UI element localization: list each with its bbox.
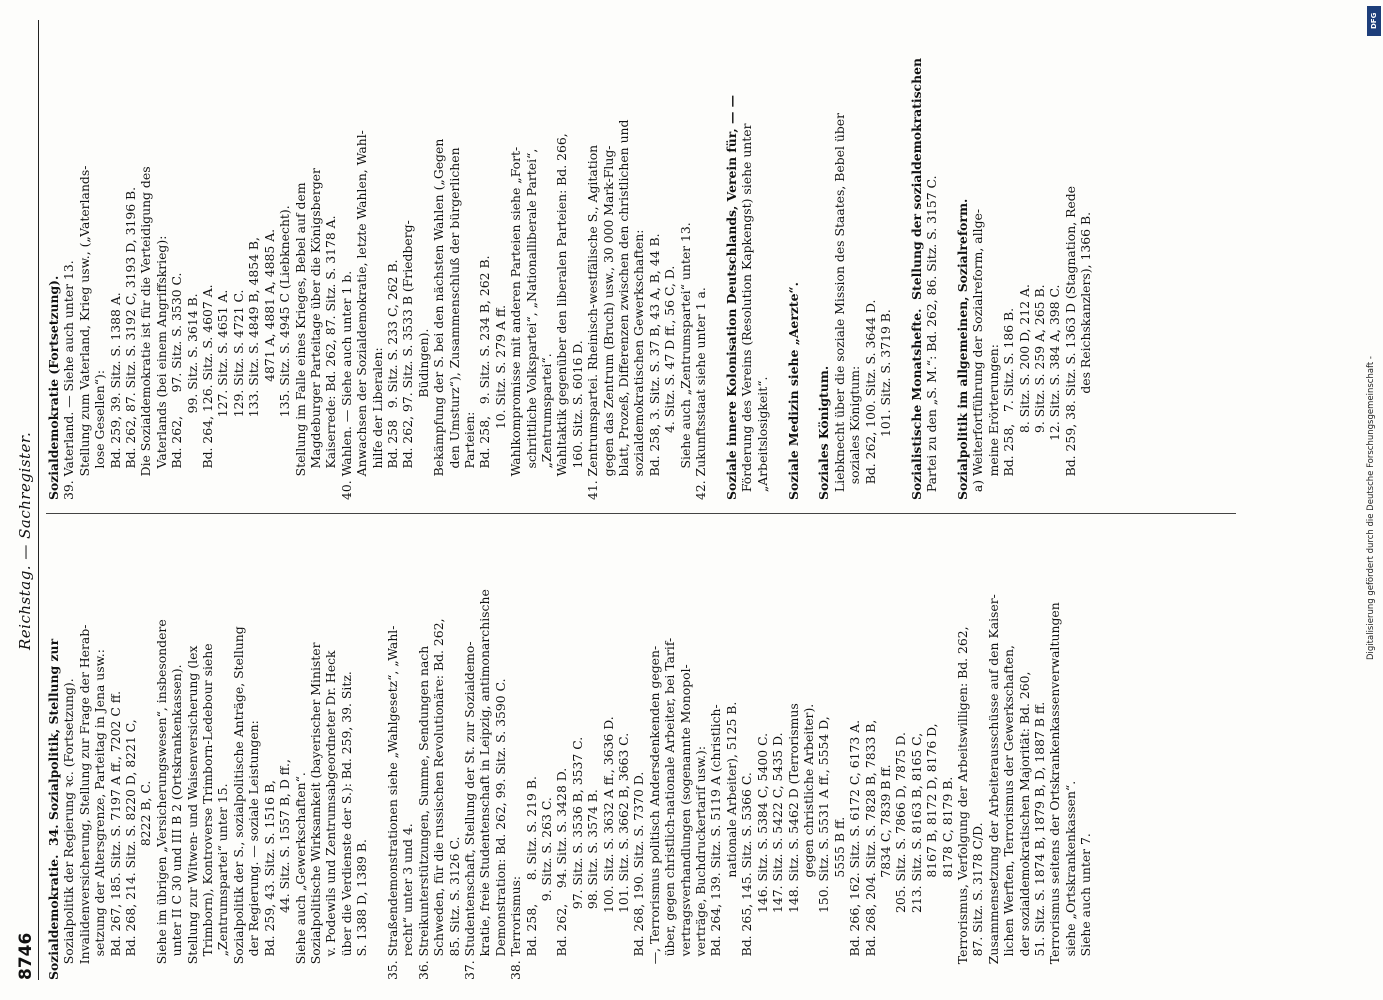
text-line: Bd. 262, 94. Sitz. S. 3428 D.: [554, 767, 570, 980]
text-line: [370, 530, 385, 980]
text-line: 42. Zukunftsstaat siehe unter 1 a.: [693, 287, 709, 500]
text-line: [708, 20, 723, 500]
text-line: 97. Sitz. S. 3536 B, 3537 C.: [569, 736, 585, 980]
text-line: [801, 20, 816, 500]
text-line: 129. Sitz. S. 4721 C.: [230, 289, 246, 500]
text-line: sozialdemokratischen Gewerkschaften:: [631, 229, 647, 500]
text-line: Förderung des Vereins (Resolution Kapkengst) siehe unter: [739, 123, 755, 500]
text-line: schrittliche Volkspartei“, „Nationalliberale Partei“,: [523, 148, 539, 500]
text-line: den Umsturz“), Zusammenschluß der bürgerlichen: [446, 147, 462, 500]
text-line: Sozialistische Monatshefte. Stellung der sozialdemokratischen: [908, 57, 924, 500]
text-line: der sozialdemokratischen Majorität: Bd. 260,: [1016, 671, 1032, 980]
text-line: „Zentrumspartei“.: [539, 353, 554, 500]
text-line: über, gegen christlich-nationale Arbeiter, bei Tarif-: [662, 637, 678, 980]
text-line: Bd. 259, 39. Sitz. S. 1388 A.: [107, 292, 123, 500]
text-line: Sozialpolitik im allgemeinen, Sozialreform.: [954, 198, 970, 500]
text-line: Bd. 259, 38. Sitz. S. 1363 D (Stagnation, Rede: [1062, 186, 1078, 500]
text-line: Liebknecht über die soziale Mission des Staates, Bebel über: [831, 112, 847, 500]
text-line: Soziales Königtum.: [816, 365, 832, 500]
text-line: 101. Sitz. S. 3719 B.: [877, 309, 893, 500]
text-line: meine Erörterungen:: [985, 344, 1001, 500]
text-line: 148. Sitz. S. 5462 D (Terrorismus: [785, 703, 801, 980]
right-column-text: [46, 20, 1094, 500]
text-line: —, Terrorismus politisch Andersdenkenden gegen-: [646, 645, 662, 980]
text-line: 36. Streikunterstützungen, Summe, Sendungen nach: [415, 645, 431, 980]
text-line: Wahltaktik gegenüber den liberalen Parteien: Bd. 266,: [554, 133, 570, 500]
text-line: lose Gesellen“):: [92, 369, 108, 500]
dfg-logo: DFG: [1367, 6, 1381, 36]
digitization-note: Digitalisierung gefördert durch die Deutsche Forschungsgemeinschaft -: [1366, 356, 1376, 660]
text-line: 7834 C, 7839 B ff.: [877, 764, 893, 980]
text-line: Stellung zum Vaterland, Krieg usw., („Vaterlands-: [76, 165, 92, 500]
text-line: Bd. 262, 87. Sitz. S. 3192 C, 3193 D, 3196 B.: [123, 186, 139, 500]
digitization-footer: [1366, 20, 1376, 660]
text-line: verträge, Buchdruckertarif usw.):: [693, 745, 709, 980]
text-line: soziales Königtum:: [847, 365, 863, 500]
text-line: 135. Sitz. S. 4945 C (Liebknecht).: [277, 205, 293, 500]
text-line: Bd. 267, 185. Sitz. S. 7197 A ff., 7202 C ff.: [107, 690, 123, 980]
text-line: Vaterlands (bei einem Angriffskrieg):: [153, 235, 169, 500]
text-line: Bd. 258, 9. Sitz. S. 234 B, 262 B.: [477, 255, 493, 500]
text-line: 147. Sitz. S. 5422 C, 5435 D.: [770, 732, 786, 980]
text-line: Partei zu den „S. M.“: Bd. 262, 86. Sitz. S. 3157 C.: [924, 175, 940, 500]
text-line: siehe „Ortskrankenkassen“.: [1062, 780, 1078, 980]
text-line: Bd. 266, 162. Sitz. S. 6172 C, 6173 A.: [847, 719, 863, 980]
text-line: Anwachsen der Sozialdemokratie, letzte Wahlen, Wahl-: [354, 130, 370, 500]
text-line: v. Podewils und Zentrumsabgeordneter Dr. Heck: [323, 650, 339, 980]
text-line: Bekämpfung der S. bei den nächsten Wahlen („Gegen: [431, 138, 447, 500]
text-line: 85. Sitz. S. 3126 C.: [446, 836, 462, 980]
text-line: 4. Sitz. S. 47 D ff., 56 C, D.: [662, 265, 678, 500]
text-line: Bd. 268, 214. Sitz. S. 8220 D, 8221 C,: [123, 719, 139, 980]
text-line: Invalidenversicherung, Stellung zur Frage der Herab-: [76, 624, 92, 980]
text-line: a) Weiterfortführung der Sozialreform, allge-: [970, 208, 986, 500]
text-line: gegen das Zentrum (Bruch) usw., 30 000 Mark-Flug-: [600, 145, 616, 500]
text-line: Bd. 258, 3. Sitz. S. 37 B, 43 A, B, 44 B.: [646, 233, 662, 500]
text-line: 10. Sitz. S. 279 A ff.: [492, 304, 508, 500]
text-line: [893, 20, 908, 500]
text-line: setzung der Altersgrenze, Parteitag in Jena usw.:: [92, 649, 108, 980]
text-line: 35. Straßendemonstrationen siehe „Wahlgesetz“, „Wahl-: [384, 625, 400, 980]
text-line: 8222 B, C.: [138, 780, 154, 980]
text-line: 87. Sitz. S. 3178 C/D.: [970, 822, 986, 980]
text-line: 150. Sitz. S. 5531 A ff., 5554 D,: [816, 716, 832, 980]
text-line: Soziale innere Kolonisation Deutschlands, Verein für, — —: [723, 94, 739, 500]
text-line: Sozialpolitik der S., sozialpolitische Anträge, Stellung: [230, 626, 246, 980]
text-line: Bd. 264, 139. Sitz. S. 5119 A (christlich-: [708, 704, 724, 980]
text-line: Siehe im übrigen „Versicherungswesen“, insbesondere: [153, 619, 169, 980]
text-line: 133. Sitz. S. 4849 B, 4854 B,: [246, 237, 262, 500]
text-line: Bd. 264, 126. Sitz. S. 4607 A.: [200, 284, 216, 500]
text-line: 160. Sitz. S. 6016 D.: [569, 340, 585, 500]
left-column-text: [46, 530, 1094, 980]
text-line: recht“ unter 3 und 4.: [400, 823, 416, 980]
text-line: 41. Zentrumspartei. Rheinisch-westfälische S., Agitation: [585, 144, 601, 500]
text-line: Büdingen).: [415, 328, 431, 500]
text-line: über die Verdienste der S.): Bd. 259, 39. Sitz.: [338, 671, 354, 980]
text-line: Bd. 262, 100. Sitz. S. 3644 D.: [862, 299, 878, 500]
text-line: Schweden, für die russischen Revolutionäre: Bd. 262,: [431, 618, 447, 980]
text-line: Siehe auch „Zentrumspartei“ unter 13.: [677, 222, 693, 500]
text-line: „Zentrumspartei“ unter 15.: [215, 783, 231, 980]
text-line: kratie, freie Studentenschaft in Leipzig, antimonarchische: [477, 589, 493, 980]
text-line: Bd. 258, 7. Sitz. S. 186 B.: [1001, 307, 1017, 500]
page-header: [10, 20, 40, 980]
text-line: Bd. 262, 97. Sitz. S. 3533 B (Friedberg-: [400, 220, 416, 500]
text-line: 98. Sitz. S. 3574 B.: [585, 789, 601, 980]
text-line: lichen Werften, Terrorismus der Gewerkschaften,: [1001, 645, 1017, 980]
header-rule: [38, 20, 39, 980]
text-line: 9. Sitz. S. 263 C.: [539, 797, 554, 980]
text-line: Siehe auch „Gewerkschaften“.: [292, 772, 308, 980]
text-line: 99. Sitz. S. 3614 B.: [184, 293, 200, 500]
text-line: 127. Sitz. S. 4651 A.: [215, 289, 231, 500]
text-line: blatt, Prozeß, Differenzen zwischen den christlichen und: [616, 119, 632, 500]
text-line: „Arbeitslosigkeit“.: [754, 376, 770, 500]
text-line: gegen christliche Arbeiter).: [800, 703, 816, 980]
text-line: Bd. 268, 190. Sitz. S. 7370 D.: [631, 771, 647, 980]
text-line: 44. Sitz. S. 1557 B, D ff.,: [277, 759, 293, 980]
text-line: vertragsverhandlungen (sogenannte Monopol-: [677, 664, 693, 980]
text-line: 40. Wahlen. — Siehe auch unter 1 b.: [338, 270, 354, 500]
text-line: Bd. 258, 8. Sitz. S. 219 B.: [523, 776, 539, 980]
text-line: Sozialdemokratie. 34. Sozialpolitik, Stellung zur: [46, 638, 61, 980]
left-column: [46, 530, 1246, 980]
text-line: Sozialpolitik der Regierung ꝛc. (Fortsetzung).: [61, 678, 77, 980]
text-line: Soziale Medizin siehe „Aerzte“.: [785, 282, 801, 500]
text-line: Bd. 268, 204. Sitz. S. 7828 B, 7833 B,: [862, 719, 878, 980]
text-line: Bd. 259, 43. Sitz. S. 1516 B,: [261, 780, 277, 980]
text-line: Bd. 262, 97. Sitz. S. 3530 C.: [169, 272, 185, 500]
text-line: hilfe der Liberalen:: [369, 347, 385, 500]
text-line: 8. Sitz. S. 200 D, 212 A.: [1016, 284, 1032, 500]
right-column: [46, 20, 1246, 500]
text-line: 100. Sitz. S. 3632 A ff., 3636 D.: [600, 716, 616, 980]
text-line: Die Sozialdemokratie ist für die Verteidigung des: [138, 166, 154, 500]
text-line: 146. Sitz. S. 5384 C, 5400 C.: [754, 732, 770, 980]
text-line: S. 1388 D, 1389 B.: [354, 839, 370, 980]
text-line: 8178 C, 8179 B.: [939, 776, 955, 980]
text-line: unter II C 30 und III B 2 (Ortskrankenkassen).: [169, 664, 185, 980]
text-line: Stellung zur Witwen- und Waisenversicherung (lex: [184, 645, 200, 980]
text-line: Trimborn), Kontroverse Trimborn-Ledebour siehe: [200, 643, 216, 980]
text-line: Stellung im Falle eines Krieges, Bebel auf dem: [292, 182, 308, 500]
text-line: Bd. 258 9. Sitz. S. 233 C, 262 B.: [384, 259, 400, 500]
text-line: 38. Terrorismus:: [508, 875, 524, 980]
page-number: 8746: [16, 932, 36, 980]
text-line: Parteien:: [461, 411, 477, 500]
text-line: 9. Sitz. S. 259 A, 265 B.: [1032, 284, 1047, 500]
text-line: Terrorismus seitens der Ortskrankenkassenverwaltungen: [1047, 602, 1063, 980]
text-line: Kaiserrede: Bd. 262, 87. Sitz. S. 3178 A.: [323, 215, 339, 500]
column-divider: [46, 513, 1236, 514]
text-line: 4871 A, 4881 A, 4885 A.: [261, 228, 277, 500]
text-line: 205. Sitz. S. 7866 D, 7875 D.: [893, 732, 909, 980]
text-line: Terrorismus, Verfolgung der Arbeitswilligen: Bd. 262,: [954, 626, 970, 980]
text-line: 12. Sitz. S. 384 A, 398 C.: [1047, 284, 1063, 500]
text-line: 51. Sitz. S. 1874 B, 1879 B, D, 1887 B ff.: [1032, 701, 1047, 980]
text-line: Sozialdemokratie (Fortsetzung).: [46, 275, 61, 500]
text-line: des Reichskanzlers), 1366 B.: [1078, 211, 1094, 500]
text-line: 8167 B, 8172 D, 8176 D,: [924, 723, 940, 980]
text-line: [770, 20, 785, 500]
text-line: Sozialpolitische Wirksamkeit (bayerischer Minister: [307, 642, 323, 980]
text-line: [940, 20, 955, 500]
text-line: der Regierung. — soziale Leistungen:: [246, 720, 262, 980]
text-line: 37. Studentenschaft, Stellung der St. zur Sozialdemo-: [461, 641, 477, 980]
text-line: Wahlkompromisse mit anderen Parteien siehe „Fort-: [508, 146, 524, 500]
text-line: Siehe auch unter 7.: [1078, 833, 1094, 980]
text-line: Bd. 265, 145. Sitz. S. 5366 C.: [739, 772, 755, 980]
text-line: Demonstration: Bd. 262, 99. Sitz. S. 3590 C.: [492, 678, 508, 980]
text-line: Zusammensetzung der Arbeiterausschüsse auf den Kaiser-: [985, 594, 1001, 980]
text-line: nationale Arbeiter), 5125 B.: [723, 701, 739, 980]
text-line: 5555 B ff.: [831, 816, 847, 980]
text-line: 101. Sitz. S. 3662 B, 3663 C.: [616, 732, 632, 980]
text-line: 213. Sitz. S. 8163 B, 8165 C,: [908, 732, 924, 980]
running-title: Reichstag. — Sachregister.: [16, 431, 34, 650]
text-line: 39. Vaterland. — Siehe auch unter 13.: [61, 260, 77, 500]
text-line: Magdeburger Parteitage über die Königsberger: [307, 168, 323, 500]
